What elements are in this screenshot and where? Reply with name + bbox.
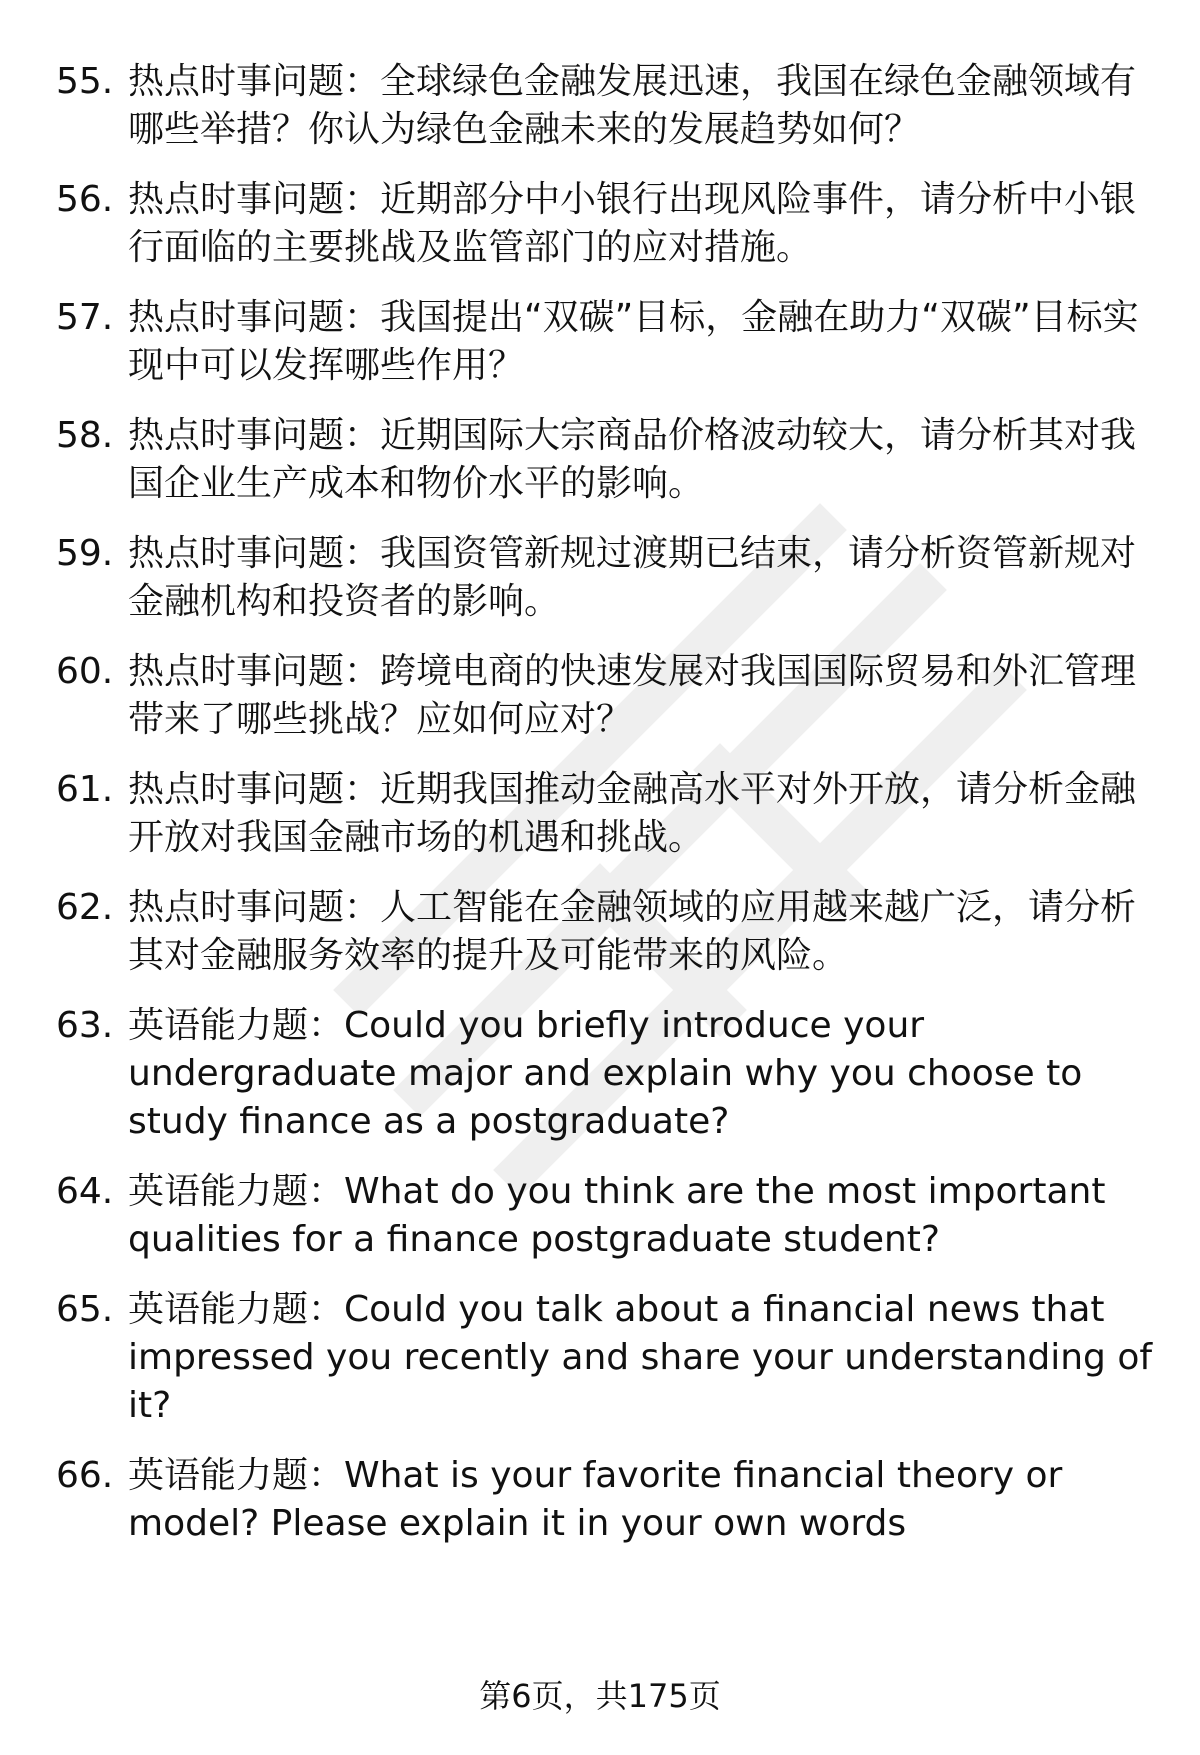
question-number: 61.	[56, 769, 114, 810]
question-text: 热点时事问题：近期我国推动金融高水平对外开放，请分析金融开放对我国金融市场的机遇和挑战。	[128, 769, 1137, 858]
question-number: 66.	[56, 1455, 114, 1496]
question-item-56	[56, 176, 1156, 272]
question-text: 英语能力题：Could you talk about a financial news that impressed you recently and share your understanding of it?	[128, 1289, 1153, 1426]
question-list	[56, 58, 1156, 1548]
question-number: 65.	[56, 1289, 114, 1330]
question-number: 60.	[56, 651, 114, 692]
question-text: 英语能力题：What is your favorite financial theory or model? Please explain it in your own words	[128, 1455, 1063, 1544]
question-text: 热点时事问题：全球绿色金融发展迅速，我国在绿色金融领域有哪些举措？你认为绿色金融未来的发展趋势如何？	[128, 61, 1137, 150]
question-number: 64.	[56, 1171, 114, 1212]
question-text: 英语能力题：Could you briefly introduce your undergraduate major and explain why you choose to study finance as a postgraduate?	[128, 1005, 1083, 1142]
question-item-57	[56, 294, 1156, 390]
question-number: 58.	[56, 415, 114, 456]
question-text: 热点时事问题：人工智能在金融领域的应用越来越广泛，请分析其对金融服务效率的提升及可能带来的风险。	[128, 887, 1137, 976]
question-item-58	[56, 412, 1156, 508]
question-number: 62.	[56, 887, 114, 928]
question-text: 英语能力题：What do you think are the most important qualities for a finance postgraduate student?	[128, 1171, 1106, 1260]
question-item-55	[56, 58, 1156, 154]
question-number: 55.	[56, 61, 114, 102]
question-number: 59.	[56, 533, 114, 574]
question-text: 热点时事问题：我国提出“双碳”目标，金融在助力“双碳”目标实现中可以发挥哪些作用？	[128, 297, 1139, 386]
question-item-59	[56, 530, 1156, 626]
question-number: 56.	[56, 179, 114, 220]
question-item-61	[56, 766, 1156, 862]
question-text: 热点时事问题：跨境电商的快速发展对我国国际贸易和外汇管理带来了哪些挑战？应如何应对？	[128, 651, 1137, 740]
question-number: 63.	[56, 1005, 114, 1046]
question-item-62	[56, 884, 1156, 980]
page-indicator: 第6页，共175页	[479, 1677, 721, 1715]
question-item-60	[56, 648, 1156, 744]
question-text: 热点时事问题：我国资管新规过渡期已结束，请分析资管新规对金融机构和投资者的影响。	[128, 533, 1137, 622]
question-item-64	[56, 1168, 1156, 1264]
question-number: 57.	[56, 297, 114, 338]
question-item-66	[56, 1452, 1156, 1548]
question-item-65	[56, 1286, 1156, 1430]
question-text: 热点时事问题：近期部分中小银行出现风险事件，请分析中小银行面临的主要挑战及监管部门的应对措施。	[128, 179, 1137, 268]
question-item-63	[56, 1002, 1156, 1146]
question-text: 热点时事问题：近期国际大宗商品价格波动较大，请分析其对我国企业生产成本和物价水平的影响。	[128, 415, 1137, 504]
